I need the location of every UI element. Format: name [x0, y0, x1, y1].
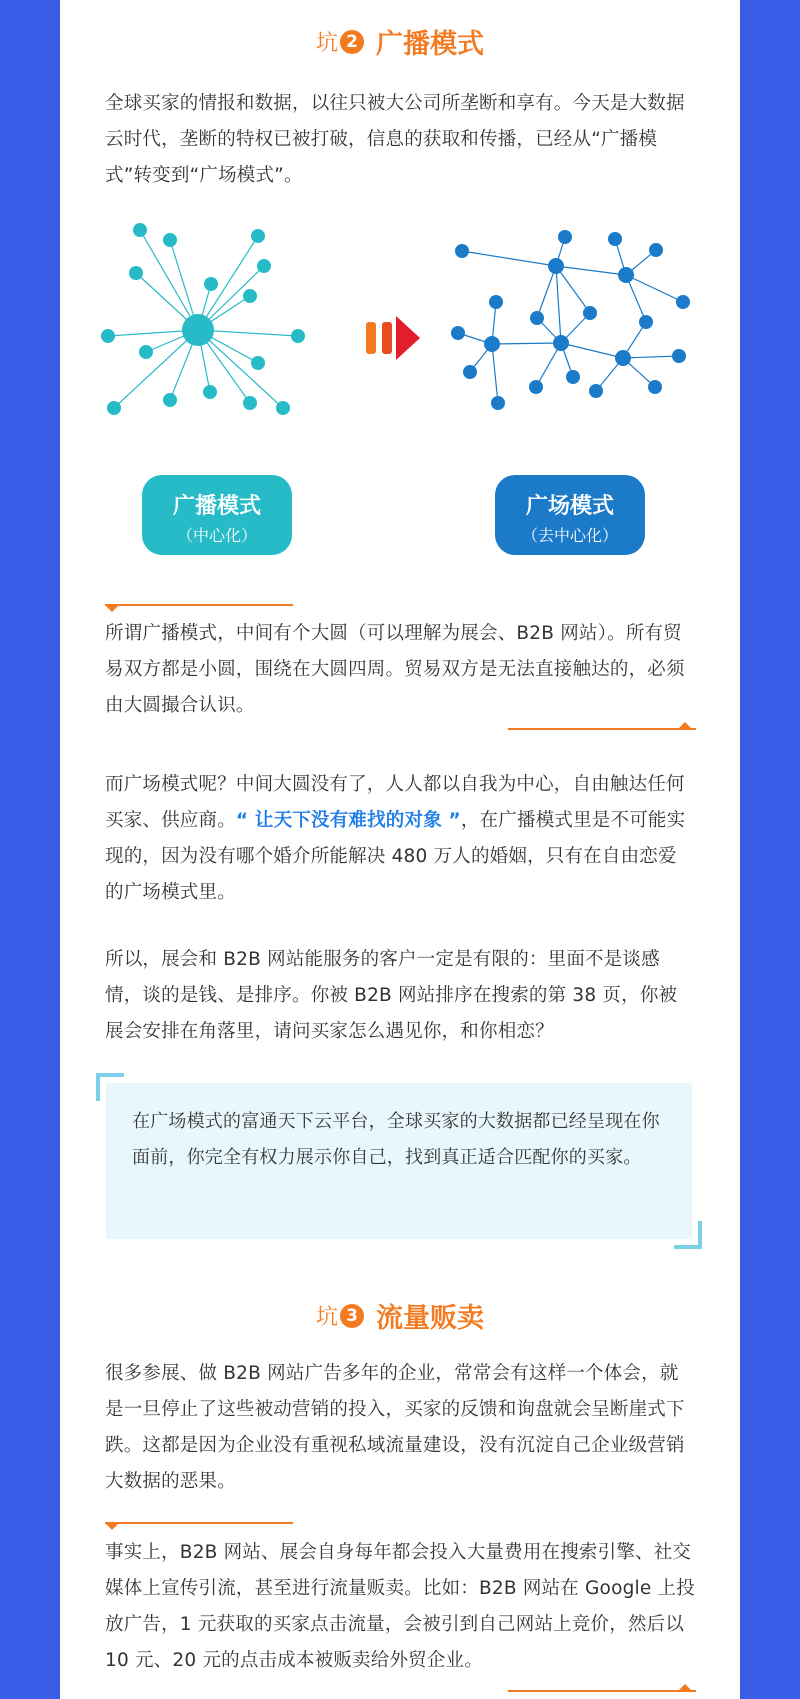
section-heading: 广播模式 — [376, 29, 484, 60]
highlight-slogan: “ 让天下没有难找的对象 ” — [235, 810, 461, 831]
quote-text: 在广场模式的富通天下云平台，全球买家的大数据都已经呈现在你面前，你完全有权力展示你自己，找到真正适合匹配你的买家。 — [132, 1111, 660, 1168]
square-mode-label: 广场模式 （去中心化） — [495, 475, 645, 555]
divider-line — [508, 720, 698, 732]
quote-bracket-bottom-right — [672, 1219, 702, 1249]
broadcast-paragraph: 所谓广播模式，中间有个大圆（可以理解为展会、B2B 网站）。所有贸易双方都是小圆，围绕在大圆四周。贸易双方是无法直接触达的，必须由大圆撮合认识。 — [105, 623, 685, 716]
section-prefix: 坑 — [315, 31, 338, 56]
section-prefix: 坑 — [315, 1305, 338, 1330]
section-number-badge: 2 — [340, 30, 364, 54]
intro-paragraph: 全球买家的情报和数据，以往只被大公司所垄断和享有。今天是大数据云时代，垄断的特权已被打破，信息的获取和传播，已经从“广播模式”转变到“广场模式”。 — [105, 93, 685, 186]
divider-line — [105, 602, 295, 614]
article-page — [60, 0, 740, 1699]
square-paragraph: 而广场模式呢？中间大圆没有了，人人都以自我为中心，自由触达任何买家、供应商。“ 让天下没有难找的对象 ”，在广播模式里是不可能实现的，因为没有哪个婚介所能解决 480 万人的婚姻，只有在自由恋爱的广场模式里。 — [105, 774, 686, 903]
square-network-graphic — [450, 225, 700, 415]
transition-arrow-icon — [366, 316, 426, 360]
divider-line — [508, 1682, 698, 1694]
divider-line — [105, 1520, 295, 1532]
broadcast-mode-label: 广播模式 （中心化） — [142, 475, 292, 555]
section-3-title — [60, 1296, 740, 1335]
traffic-paragraph-1: 很多参展、做 B2B 网站广告多年的企业，常常会有这样一个体会，就是一旦停止了这些被动营销的投入，买家的反馈和询盘就会呈断崖式下跌。这都是因为企业没有重视私域流量建设，没有沉淀自己企业级营销大数据的恶果。 — [105, 1363, 685, 1492]
section-2-title — [60, 22, 740, 61]
traffic-paragraph-2: 事实上，B2B 网站、展会自身每年都会投入大量费用在搜索引擎、社交媒体上宣传引流，甚至进行流量贩卖。比如：B2B 网站在 Google 上投放广告，1 元获取的买家点击流量，会被引到自己网站上竞价，然后以 10 元、20 元的点击成本被贩卖给外贸企业。 — [105, 1542, 695, 1671]
section-heading: 流量贩卖 — [376, 1303, 484, 1334]
quote-bracket-top-left — [96, 1073, 126, 1103]
broadcast-network-graphic — [98, 218, 328, 418]
section-number-badge: 3 — [340, 1304, 364, 1328]
limited-paragraph: 所以，展会和 B2B 网站能服务的客户一定是有限的：里面不是谈感情，谈的是钱、是排序。你被 B2B 网站排序在搜索的第 38 页，你被展会安排在角落里，请问买家怎么遇见你，和你相恋？ — [105, 949, 678, 1042]
